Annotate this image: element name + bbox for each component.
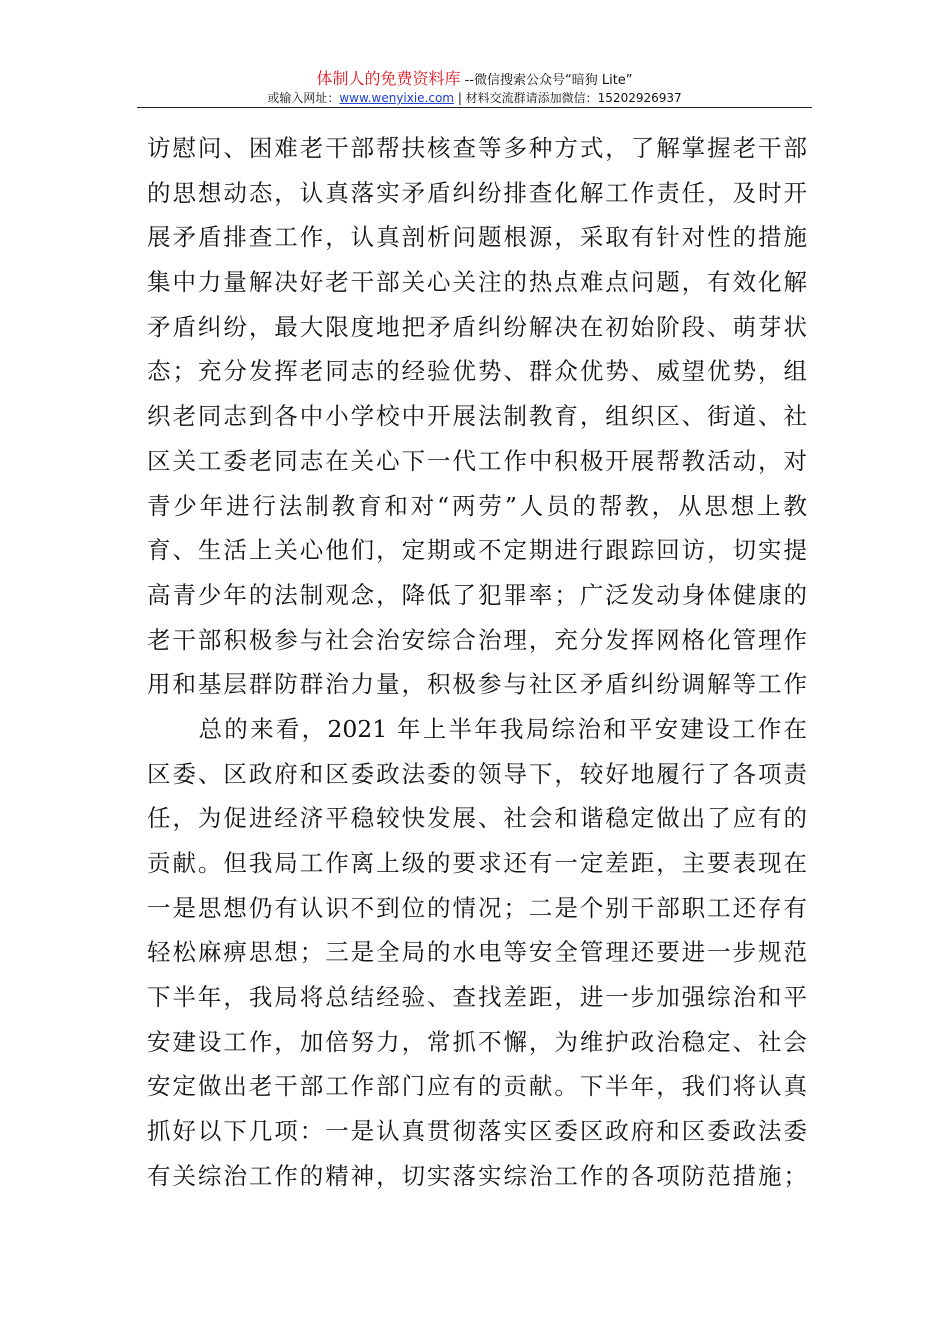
text-line: 任，为促进经济平稳较快发展、社会和谐稳定做出了应有的	[147, 804, 807, 833]
website-link[interactable]: www.wenyixie.com	[339, 91, 454, 105]
text-line: 总的来看，2021 年上半年我局综治和平安建设工作在	[147, 714, 807, 743]
text-line: 访慰问、困难老干部帮扶核查等多种方式，了解掌握老干部	[147, 134, 807, 162]
text-line: 的思想动态，认真落实矛盾纠纷排查化解工作责任，及时开	[147, 178, 807, 207]
header-tagline: --微信搜索公众号“暗狗 Lite”	[460, 73, 633, 88]
text-line: 安建设工作，加倍努力，常抓不懈，为维护政治稳定、社会	[147, 1027, 807, 1056]
header-line-2	[137, 90, 812, 107]
page-header	[137, 70, 812, 107]
text-line: 区委、区政府和区委政法委的领导下，较好地履行了各项责	[147, 759, 807, 788]
header-line-1	[137, 70, 812, 90]
text-line: 矛盾纠纷，最大限度地把矛盾纠纷解决在初始阶段、萌芽状	[147, 312, 807, 341]
text-line: 态；充分发挥老同志的经验优势、群众优势、威望优势，组	[147, 357, 807, 386]
text-line: 织老同志到各中小学校中开展法制教育，组织区、街道、社	[147, 402, 807, 431]
brand-title: 体制人的免费资料库	[316, 69, 461, 88]
text-line: 集中力量解决好老干部关心关注的热点难点问题，有效化解	[147, 268, 807, 297]
text-line: 贡献。但我局工作离上级的要求还有一定差距，主要表现在	[147, 849, 807, 877]
header-divider	[137, 107, 812, 108]
text-line: 一是思想仍有认识不到位的情况；二是个别干部职工还存有	[147, 893, 807, 922]
document-body	[147, 126, 807, 1199]
text-line: 青少年进行法制教育和对“两劳”人员的帮教，从思想上教	[147, 491, 807, 520]
text-line: 高青少年的法制观念，降低了犯罪率；广泛发动身体健康的	[147, 580, 807, 609]
contact-info: | 材料交流群请添加微信：15202926937	[454, 91, 682, 105]
text-line: 有关综治工作的精神，切实落实综治工作的各项防范措施；	[147, 1161, 807, 1190]
text-line: 下半年，我局将总结经验、查找差距，进一步加强综治和平	[147, 983, 807, 1012]
text-line: 区关工委老同志在关心下一代工作中积极开展帮教活动，对	[147, 446, 807, 475]
text-line: 安定做出老干部工作部门应有的贡献。下半年，我们将认真	[147, 1072, 807, 1101]
text-line: 展矛盾排查工作，认真剖析问题根源，采取有针对性的措施	[147, 223, 807, 252]
text-line: 抓好以下几项：一是认真贯彻落实区委区政府和区委政法委	[147, 1117, 807, 1146]
text-line: 用和基层群防群治力量，积极参与社区矛盾纠纷调解等工作	[147, 670, 807, 699]
text-line: 育、生活上关心他们，定期或不定期进行跟踪回访，切实提	[147, 536, 807, 565]
text-line: 老干部积极参与社会治安综合治理，充分发挥网格化管理作	[147, 625, 807, 654]
url-label: 或输入网址：	[267, 91, 340, 105]
text-line: 轻松麻痹思想；三是全局的水电等安全管理还要进一步规范	[147, 938, 807, 967]
